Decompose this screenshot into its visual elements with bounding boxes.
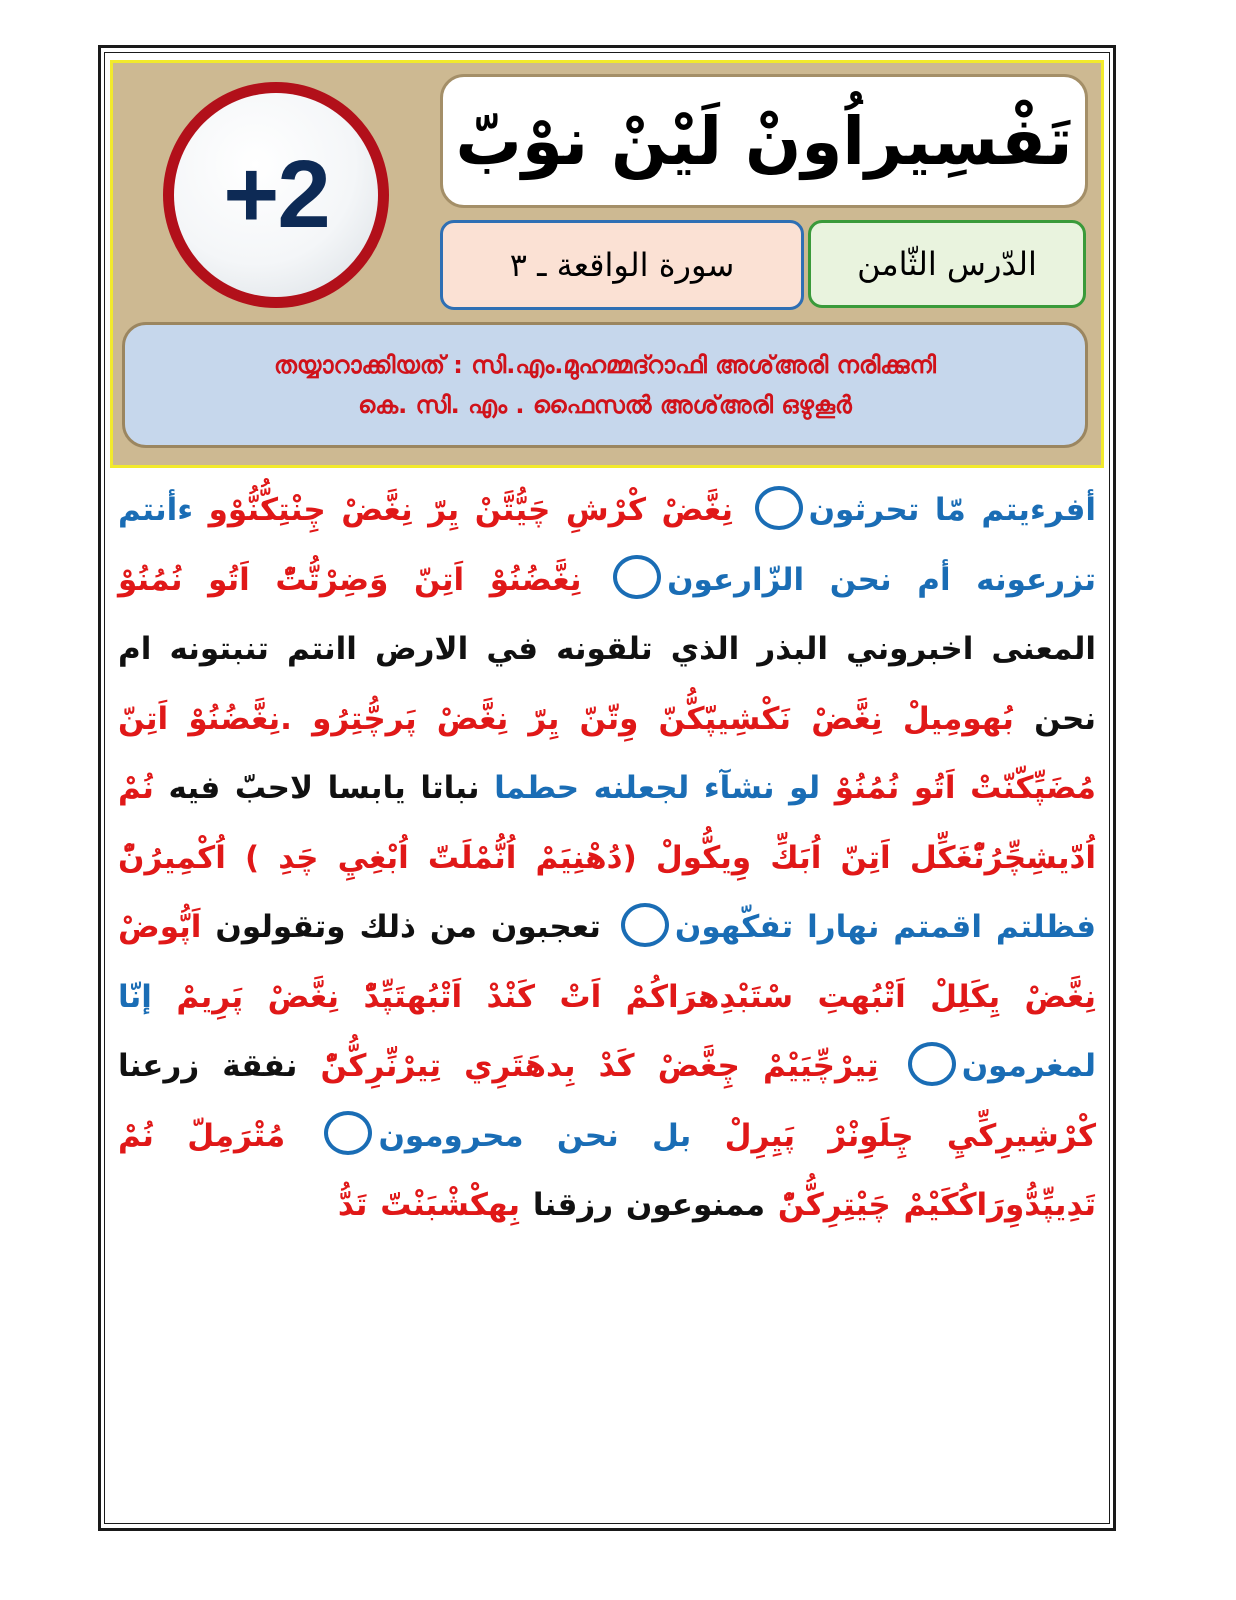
translation-text: كْرْشِيرِكِّيِ چِلَوِنْرْ پَيِرِلْ — [724, 1117, 1097, 1154]
grade-badge-text: +2 — [223, 141, 329, 248]
commentary-text: المعنى اخبروني البذر الذي تلقونه في الارض اانتم تنبتونه ام نحن — [118, 631, 1096, 737]
translation-text: نِغَّضُنُوْ اَتِنّ وَضِرْتُّتّْ اَتُو نُمُنُوْ — [118, 561, 582, 598]
surah-box — [440, 220, 804, 310]
verse-text: إنّا لمغرمون — [118, 978, 1096, 1084]
tafsir-body — [118, 476, 1096, 1241]
translation-text: تِيرْچِّيَيْمْ چِغَّضْ كَدْ بِدهَتَرِي تِيرْنِّرِكُّنّْ — [320, 1048, 879, 1084]
commentary-text: نفقة زرعنا — [118, 1048, 298, 1084]
lesson-label: الدّرس الثّامن — [857, 245, 1037, 283]
translation-text: نُمْ اُدّيشِچِّرُنّْغَكِّل اَتِنّ اُبَكِّ وِيكُّولْ (دُهْنِيَمْ اُنُّمْلَتّ اُبْغِيِ چَدِ ) اُكْمِيرُنّْ — [118, 770, 1096, 876]
translation-text: بُهومِيلْ نِغَّضْ نَكْشِيپّكُّنّ وِتّنّ يِرّ نِغَّضْ پَرچُّتِرُو .نِغَّضُنُوْ اَتِنّ مُضَپِّكّنّتْ اَتُو نُمُنُوْ — [118, 700, 1096, 806]
verse-end-ring-icon — [908, 1042, 956, 1086]
verse-text: أفرءيتم مّا تحرثون — [808, 492, 1097, 528]
surah-label: سورة الواقعة ـ ٣ — [509, 246, 735, 284]
verse-end-ring-icon — [621, 903, 669, 947]
title-box — [440, 74, 1088, 208]
commentary-text: تعجبون من ذلك وتقولون — [215, 909, 601, 945]
verse-text: لو نشآء لجعلنه حطما — [494, 770, 821, 806]
page-title: تَفْسِيراُونْ لَيْنْ نوْبّ — [455, 102, 1073, 180]
translation-text: اَپُّوضْ نِغَّضْ يِكَلِلْ اَتْبُهتِ سْتَبْدِهرَاكُمْ اَتْ كَنْدْ اَتْبُهتَپِّدّْ نِغَّضْ پَرِيمْ — [118, 909, 1096, 1015]
author-box — [122, 322, 1088, 448]
verse-text: فظلتم اقمتم نهارا تفكّهون — [674, 909, 1097, 945]
verse-text: بل نحن محرومون — [378, 1117, 692, 1154]
verse-end-ring-icon — [755, 486, 803, 530]
translation-text: بِهكْشْبَنْتّ تَدُّ — [337, 1187, 521, 1223]
grade-badge-face — [174, 93, 378, 297]
translation-text: مُتْرَمِلّ نُمْ تَدِيپِّدُّوِرَاكُكَيْمْ چَيْتِرِكُّنّْ — [118, 1117, 1096, 1223]
commentary-text: نباتا يابسا لاحبّ فيه — [168, 770, 480, 806]
author-line-1: തയ്യാറാക്കിയത് : സി.എം.മുഹമ്മദ്റാഫി അശ്അരി നരിക്കുനി — [273, 351, 937, 379]
author-line-2: കെ. സി. എം . ഫൈസൽ അശ്അരി ഒഴുകൂർ — [358, 391, 852, 419]
commentary-text: ممنوعون رزقنا — [532, 1187, 766, 1223]
verse-end-ring-icon — [324, 1111, 372, 1155]
verse-end-ring-icon — [613, 555, 661, 599]
verse-text: ءأنتم تزرعونه أم نحن الزّارعون — [118, 492, 1096, 598]
translation-text: نِغَّضْ كْرْشِ چَيُّتَّنْ يِرّ نِغَّضْ چِنْتِكُّنُّوْو — [208, 492, 733, 528]
lesson-box — [808, 220, 1086, 308]
